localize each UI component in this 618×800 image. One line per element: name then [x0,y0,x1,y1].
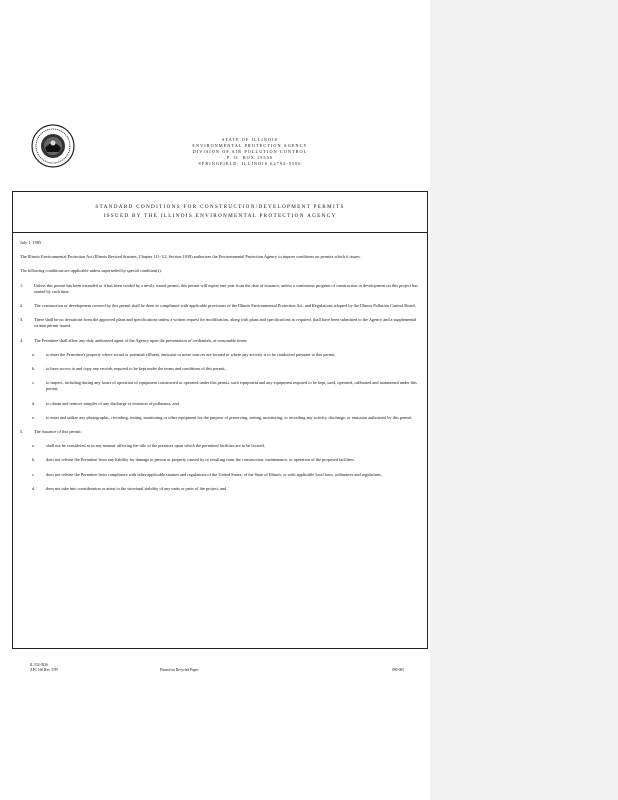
condition-text: There shall be no deviations from the approved plans and specifications unless a written request for modification, along with plans and specifications as required, shall have been submitted to the Agency and a supplemental written permit issued. [34,317,417,329]
condition-number: 5. [20,429,24,435]
condition-number: 1. [20,282,24,288]
letterhead [120,137,380,167]
letterhead-pobox: P. O. BOX 19506 [227,155,273,161]
footer-form-code: IL 532-0226 [30,663,48,667]
letterhead-city: SPRINGFIELD, ILLINOIS 62794-9506 [198,161,302,167]
footer-recycled-note: Printed on Recycled Paper [160,668,199,672]
sub-text: does not release the Permittee from compliance with other applicable statutes and regulations of the United States, of the State of Illinois, or with applicable local laws, ordinances and regulations, [46,471,382,477]
sub-text: does not take into consideration or attest to the structural stability of any units or parts of the project, and [46,485,227,491]
condition-4e [20,415,424,421]
sub-text: to enter the Permittee's property where actual or potential effluent, emission or noise sources are located or where any activity is to be conducted pursuant to this permit, [46,351,336,357]
sub-letter: a. [32,443,35,449]
condition-5 [20,429,424,435]
condition-5b [20,457,424,463]
sub-letter: d. [32,485,36,491]
intro-paragraph: The Illinois Environmental Protection Act (Illinois Revised Statutes, Chapter 111-1/2, Section 1039) authorizes the Environmental Protection Agency to impose conditions on permits which it issues. [20,254,361,260]
condition-text: The Permittee shall allow any duly authorized agent of the Agency upon the presentation of credentials, at reasonable times: [34,337,248,343]
condition-1 [20,283,424,295]
footer-form-revision: APC 166 Rev. 5/99 [30,668,58,672]
document-body [20,240,424,500]
footer-form-number [30,663,58,673]
sub-letter: e. [32,414,35,420]
sub-text: to inspect, including during any hours of operation of equipment constructed or operated under this permit, such equipment and any equipment required to be kept, used, operated, calibrated and maintained under this permit, [46,380,417,392]
state-seal-icon [31,124,75,168]
condition-3 [20,317,424,329]
document-date: July 1, 1985 [20,240,42,245]
condition-text: Unless this permit has been extended or it has been voided by a newly issued permit, this permit will expire one year from the date of issuance, unless a continuous program of construction or development on this project has started by such time. [34,282,418,294]
condition-4a [20,352,424,358]
condition-number: 2. [20,303,24,309]
title-line-1: STANDARD CONDITIONS FOR CONSTRUCTION/DEVELOPMENT PERMITS [95,204,345,210]
sub-letter: b. [32,457,36,463]
sub-text: does not release the Permittee from any liability for damage to person or property caused by or resulting from the construction, maintenance, or operation of the proposed facilities, [46,457,355,463]
condition-5c [20,472,424,478]
sub-text: shall not be considered as in any manner affecting the title of the premises upon which the permitted facilities are to be located, [46,443,265,449]
condition-2 [20,303,424,309]
sub-letter: c. [32,380,35,386]
condition-4d [20,401,424,407]
sub-letter: a. [32,351,35,357]
sub-text: to enter and utilize any photographic, recording, testing, monitoring or other equipment for the purpose of preserving, testing, monitoring, or recording any activity, discharge, or emission authorized by this permit. [46,414,413,420]
right-gray-panel [430,0,618,800]
letterhead-division: DIVISION OF AIR POLLUTION CONTROL [192,149,308,155]
letterhead-state: STATE OF ILLINOIS [221,137,279,142]
condition-5d [20,486,424,492]
condition-number: 4. [20,337,24,343]
letterhead-agency: ENVIRONMENTAL PROTECTION AGENCY [192,143,308,149]
condition-text: The issuance of this permit: [34,429,82,435]
sub-letter: b. [32,366,36,372]
sub-letter: d. [32,400,36,406]
condition-5a [20,443,424,449]
title-line-2: ISSUED BY THE ILLINOIS ENVIRONMENTAL PROTECTION AGENCY [103,213,337,219]
intro-paragraph-2: The following conditions are applicable unless superseded by special condition(s). [20,268,162,274]
sub-text: to obtain and remove samples of any discharge or emission of pollutants, and [46,400,179,406]
condition-4c [20,380,424,392]
condition-number: 3. [20,317,24,323]
condition-4b [20,366,424,372]
condition-text: The construction or development covered by this permit shall be done in compliance with applicable provisions of the Illinois Environmental Protection Act, and Regulations adopted by the Illinois Pollution Control Board. [34,303,416,309]
sub-letter: c. [32,471,35,477]
document-frame [12,191,428,649]
condition-4 [20,338,424,344]
footer-page-code: 090-005 [392,668,404,672]
title-box [13,192,427,233]
sub-text: to have access to and copy any records required to be kept under the terms and conditions of this permit, [46,366,226,372]
